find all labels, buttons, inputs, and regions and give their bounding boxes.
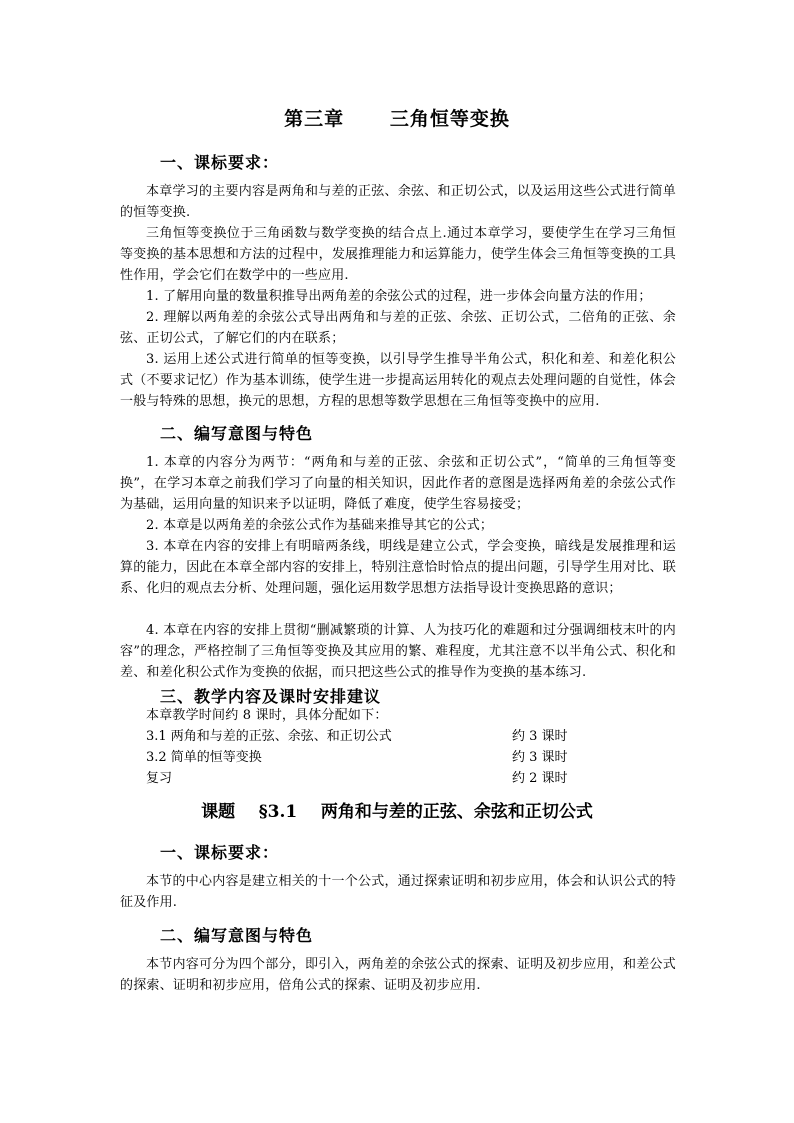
schedule-topic: 复习 (146, 771, 173, 786)
lesson-paragraph-design: 本节内容可分为四个部分，即引入，两角差的余弦公式的探索、证明及初步应用，和差公式的探索、证明和初步应用，倍角公式的探索、证明及初步应用. (120, 957, 676, 993)
paragraph-trig-transform: 三角恒等变换位于三角函数与数学变换的结合点上.通过本章学习，要使学生在学习三角恒等变换的基本思想和方法的过程中，发展推理能力和运算能力，使学生体会三角恒等变换的工具性作用，学会它们在数学中的一些应用. (120, 226, 676, 283)
requirement-item-3: 3. 运用上述公式进行简单的恒等变换，以引导学生推导半角公式，积化和差、和差化积公式（不要求记忆）作为基本训练，使学生进一步提高运用转化的观点去处理问题的自觉性，体会一般与特殊的思想，换元的思想，方程的思想等数学思想在三角恒等变换中的应用. (120, 352, 676, 409)
design-item-3: 3. 本章在内容的安排上有明暗两条线，明线是建立公式，学会变换，暗线是发展推理和运算的能力，因此在本章全部内容的安排上，特别注意恰时恰点的提出问题，引导学生用对比、联系、化归的观点去分析、处理问题，强化运用数学思想方法指导设计变换思路的意识； (120, 539, 676, 596)
schedule-row (146, 768, 586, 789)
requirement-item-1: 1. 了解用向量的数量积推导出两角差的余弦公式的过程，进一步体会向量方法的作用； (146, 289, 652, 304)
schedule-intro: 本章教学时间约 8 课时，具体分配如下： (146, 708, 388, 723)
section-heading-schedule: 三、教学内容及课时安排建议 (160, 687, 382, 706)
schedule-row (146, 726, 586, 747)
section-heading-curriculum: 一、课标要求： (160, 153, 280, 172)
schedule-hours: 约 3 课时 (512, 750, 568, 765)
schedule-row (146, 747, 586, 768)
schedule-topic: 3.2 简单的恒等变换 (146, 750, 262, 765)
lesson-paragraph-curriculum: 本节的中心内容是建立相关的十一个公式，通过探索证明和初步应用，体会和认识公式的特征及作用. (120, 874, 676, 910)
schedule-hours: 约 3 课时 (512, 729, 568, 744)
chapter-title: 第三章 三角恒等变换 (284, 108, 510, 130)
design-item-2: 2. 本章是以两角差的余弦公式作为基础来推导其它的公式； (146, 518, 494, 533)
lesson-title: 课题 §3.1 两角和与差的正弦、余弦和正切公式 (201, 802, 593, 822)
lesson-heading-design-intent: 二、编写意图与特色 (160, 926, 314, 945)
schedule-hours: 约 2 课时 (512, 771, 568, 786)
section-heading-design-intent: 二、编写意图与特色 (160, 424, 314, 443)
requirement-item-2: 2. 理解以两角差的余弦公式导出两角和与差的正弦、余弦、正切公式，二倍角的正弦、余弦、正切公式，了解它们的内在联系； (120, 310, 676, 346)
schedule-topic: 3.1 两角和与差的正弦、余弦、和正切公式 (146, 729, 392, 744)
design-item-4: 4. 本章在内容的安排上贯彻“删减繁琐的计算、人为技巧化的难题和过分强调细枝末叶的内容”的理念，严格控制了三角恒等变换及其应用的繁、难程度，尤其注意不以半角公式、积化和差、和差化积公式作为变换的依据，而只把这些公式的推导作为变换的基本练习. (120, 623, 676, 680)
lesson-heading-curriculum: 一、课标要求： (160, 843, 280, 862)
paragraph-main-content: 本章学习的主要内容是两角和与差的正弦、余弦、和正切公式，以及运用这些公式进行简单的恒等变换. (120, 184, 676, 220)
design-item-1: 1. 本章的内容分为两节：“两角和与差的正弦、余弦和正切公式”，“简单的三角恒等变换”，在学习本章之前我们学习了向量的相关知识，因此作者的意图是选择两角差的余弦公式作为基础，运用向量的知识来予以证明，降低了难度，使学生容易接受； (120, 455, 676, 512)
